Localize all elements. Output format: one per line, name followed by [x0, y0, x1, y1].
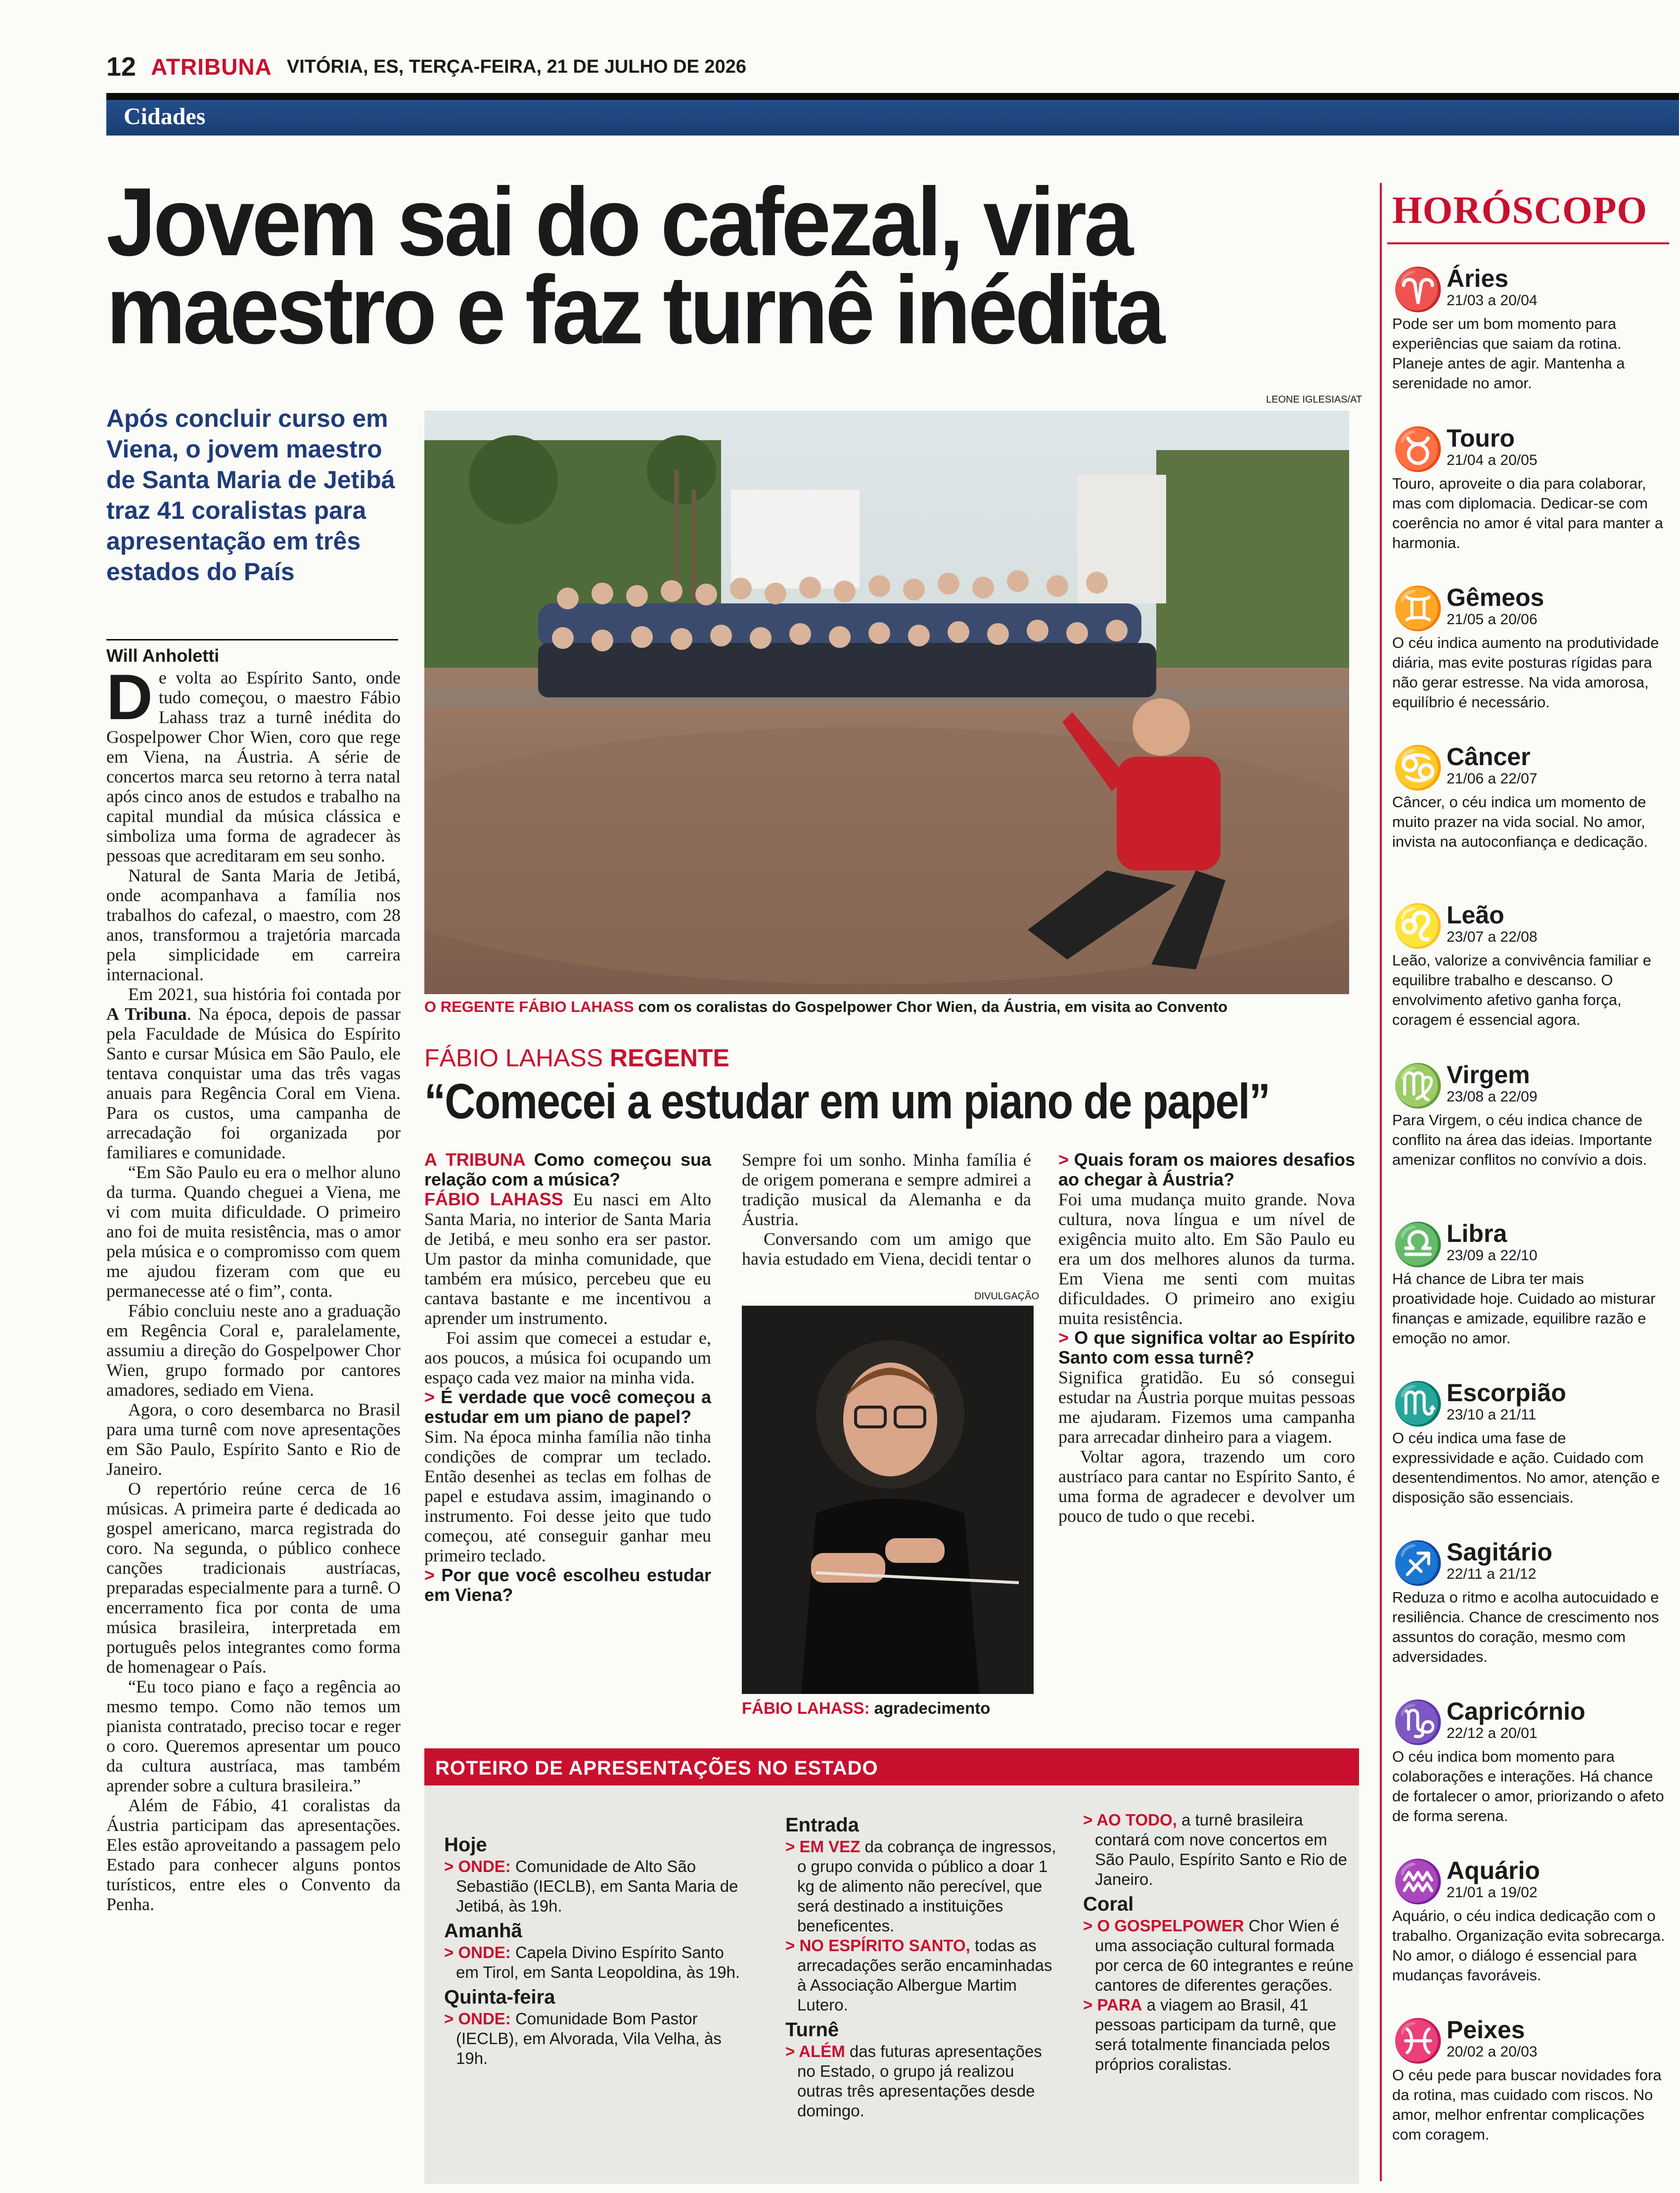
sign-text: Pode ser um bom momento para experiências que saiam da rotina. Planeje antes de agir. Mantenha a serenidade no amor. [1392, 315, 1625, 392]
aries-icon: ♈ [1392, 266, 1444, 313]
sign-text: O céu pede para buscar novidades fora da rotina, mas cuidado com riscos. No amor, melhor enfrentar complicações com coragem. [1392, 2066, 1662, 2143]
horoscope-sign [1392, 1538, 1667, 1667]
info-item: > PARA a viagem ao Brasil, 41 pessoas participam da turnê, que será totalmente financiada pelos próprios coralistas. [1083, 1996, 1336, 2073]
item-key: NO ESPÍRITO SANTO, [799, 1936, 970, 1955]
kicker-role: REGENTE [610, 1044, 729, 1072]
photo-caption [424, 998, 1354, 1016]
sign-text: O céu indica aumento na produtividade diária, mas evite posturas rígidas para não gerar estresse. Na vida amorosa, equilíbrio é necessário. [1392, 634, 1659, 711]
schedule-dates [444, 1830, 751, 2068]
item-text: Comunidade Bom Pastor (IECLB), em Alvorada, Vila Velha, às 19h. [456, 2010, 722, 2067]
item-key: PARA [1097, 1996, 1142, 2014]
arrow-icon: > [424, 1565, 435, 1585]
sign-text: Touro, aproveite o dia para colaborar, mas com diplomacia. Dedicar-se com coerência no amor é vital para manter a harmonia. [1392, 475, 1663, 551]
horoscope-sign [1392, 1697, 1667, 1826]
paragraph: “Em São Paulo eu era o melhor aluno da turma. Quando cheguei a Viena, me vi com muita dificuldade. O primeiro ano foi de muita resistência, mas o amor pela música e o compromisso com quem me ajudou fizeram com que eu permanecesse até o fim”, conta. [106, 1162, 401, 1301]
paragraph: Além de Fábio, 41 coralistas da Áustria participam das apresentações. Eles estão aproveitando a passagem pelo Estado para conhecer alguns pontos turísticos, entre eles o Convento da Penha. [106, 1795, 401, 1914]
info-item: > ALÉM das futuras apresentações no Estado, o grupo já realizou outras três apresentações desde domingo. [785, 2042, 1042, 2120]
date-heading: Amanhã [444, 1920, 522, 1942]
item-key: ONDE: [458, 1857, 511, 1875]
horoscope-sign [1392, 901, 1667, 1030]
item-key: ALÉM [799, 2042, 845, 2060]
caption-text: com os coralistas do Gospelpower Chor Wien, da Áustria, em visita ao Convento [634, 998, 1228, 1015]
answer [424, 1189, 711, 1328]
sign-text: Aquário, o céu indica dedicação com o trabalho. Organização evita sobrecarga. No amor, o diálogo é essencial para mudanças favoráveis. [1392, 1907, 1665, 1984]
conductor-photo-illustration [742, 1306, 1034, 1694]
paragraph [106, 984, 401, 1162]
question-text: Por que você escolheu estudar em Viena? [424, 1565, 711, 1605]
info-item: > EM VEZ da cobrança de ingressos, o grupo convida o público a doar 1 kg de alimento não perecível, que será destinado a instituições beneficentes. [785, 1837, 1056, 1935]
horoscope-sign [1392, 1061, 1667, 1170]
pisces-icon: ♓ [1392, 2017, 1444, 2064]
item-key: ONDE: [458, 2010, 511, 2028]
question-text: Quais foram os maiores desafios ao chegar à Áustria? [1058, 1149, 1355, 1189]
paragraph: Natural de Santa Maria de Jetibá, onde acompanhava a família nos trabalhos do cafezal, o maestro, com 28 anos, transformou a trajetória marcada pela simplicidade em carreira internacional. [106, 866, 401, 984]
sign-name: Áries [1447, 265, 1509, 292]
item-key: AO TODO, [1096, 1811, 1177, 1829]
sign-text: O céu indica bom momento para colaborações e interações. Há chance de fortalecer o amor, priorizando o afeto de forma serena. [1392, 1748, 1664, 1825]
newspaper-mention: A Tribuna [106, 1004, 187, 1024]
paragraph [106, 661, 401, 866]
choir-photo-illustration [424, 411, 1349, 994]
sign-text: O céu indica uma fase de expressividade e ação. Cuidado com desentendimentos. No amor, atenção e disposição são essenciais. [1392, 1429, 1660, 1506]
sign-name: Sagitário [1447, 1538, 1552, 1566]
sagittarius-icon: ♐ [1392, 1540, 1444, 1586]
sign-name: Leão [1447, 901, 1504, 929]
interviewer-label: A TRIBUNA [424, 1149, 525, 1170]
question [424, 1387, 711, 1427]
virgo-icon: ♍ [1392, 1062, 1444, 1109]
kicker-name: FÁBIO LAHASS [424, 1044, 610, 1072]
sign-dates: 23/10 a 21/11 [1447, 1407, 1537, 1423]
answer: Foi assim que comecei a estudar e, aos poucos, a música foi ocupando um espaço cada vez maior na minha vida. [424, 1328, 711, 1387]
sign-dates: 21/06 a 22/07 [1447, 771, 1538, 787]
sign-name: Capricórnio [1447, 1697, 1586, 1725]
item-text: da cobrança de ingressos, o grupo convida o público a doar 1 kg de alimento não perecível, que será destinado a instituições beneficentes. [797, 1837, 1056, 1935]
item-key: EM VEZ [799, 1837, 861, 1856]
arrow-icon: > [424, 1387, 435, 1407]
interview-column-2 [742, 1150, 1031, 1269]
date-heading: Quinta-feira [444, 1986, 555, 2008]
main-photo [424, 411, 1349, 994]
sign-dates: 23/09 a 22/10 [1447, 1247, 1538, 1264]
item-text: todas as arrecadações serão encaminhadas à Associação Albergue Martim Lutero. [797, 1936, 1052, 2014]
sign-dates: 23/07 a 22/08 [1447, 929, 1538, 945]
horoscope-sign [1392, 743, 1667, 852]
item-text: Chor Wien é uma associação cultural formada por cerca de 60 integrantes e reúne cantores de diferentes gerações. [1095, 1917, 1354, 1994]
libra-icon: ♎ [1392, 1221, 1444, 1268]
horoscope-rule [1387, 242, 1669, 244]
paragraph: “Eu toco piano e faço a regência ao mesmo tempo. Como não temos um pianista contratado, preciso tocar e reger o coro. Queremos apresentar um pouco da cultura austríaca, mas também aprender sobre a cultura brasileira.” [106, 1677, 401, 1795]
header-rule [106, 93, 1679, 100]
sign-dates: 23/08 a 22/09 [1447, 1089, 1538, 1105]
newspaper-brand: ATRIBUNA [151, 54, 272, 80]
info-heading: Turnê [785, 2019, 839, 2041]
paragraph-text: Em 2021, sua história foi contada por [128, 984, 401, 1004]
sign-dates: 21/03 a 20/04 [1447, 292, 1538, 309]
answer: Foi uma mudança muito grande. Nova cultura, nova língua e um nível de exigência muito alto. Em São Paulo eu era um dos melhores alunos da turma. Em Viena me senti com muitas dificuldades. O primeiro ano exigiu muita resistência. [1058, 1189, 1355, 1328]
sign-name: Touro [1447, 424, 1515, 452]
paragraph: Fábio concluiu neste ano a graduação em Regência Coral e, paralelamente, assumiu a direção do Gospelpower Chor Wien, grupo formado por cantores amadores, sediado em Viena. [106, 1301, 401, 1400]
schedule-title: ROTEIRO DE APRESENTAÇÕES NO ESTADO [435, 1757, 878, 1779]
date-heading: Hoje [444, 1834, 487, 1856]
interview-column-1 [424, 1150, 711, 1605]
info-item: > AO TODO, a turnê brasileira contará com nove concertos em São Paulo, Espírito Santo e Rio de Janeiro. [1083, 1811, 1347, 1888]
info-item: > O GOSPELPOWER Chor Wien é uma associação cultural formada por cerca de 60 integrantes e reúne cantores de diferentes gerações. [1083, 1917, 1354, 1994]
sign-dates: 21/04 a 20/05 [1447, 452, 1538, 468]
scorpio-icon: ♏ [1392, 1380, 1444, 1427]
schedule-info-2 [1083, 1810, 1355, 2074]
headline [106, 168, 1262, 364]
question [1058, 1150, 1355, 1189]
paragraph: O repertório reúne cerca de 16 músicas. A primeira parte é dedicada ao gospel americano, marca registrada do coro. Na segunda, o público conhece canções tradicionais austríacas, preparadas especialmente para a turnê. O encerramento fica por conta de uma música brasileira, interpretada em português pelos integrantes como forma de homenagear o País. [106, 1479, 401, 1677]
item-key: O GOSPELPOWER [1097, 1917, 1244, 1935]
question-text: Como começou sua relação com a música? [424, 1149, 711, 1189]
gemini-icon: ♊ [1392, 585, 1444, 632]
paragraph-text: e volta ao Espírito Santo, onde tudo começou, o maestro Fábio Lahass traz a turnê inédita do Gospelpower Chor Wien, coro que rege em Viena, na Áustria. A série de concertos marca seu retorno à terra natal após cinco anos de estudos e trabalho na capital mundial da música clássica e simboliza uma forma de agradecer às pessoas que acreditaram em seu sonho. [106, 668, 401, 866]
taurus-icon: ♉ [1392, 426, 1444, 472]
sign-dates: 22/11 a 21/12 [1447, 1566, 1537, 1582]
answer: Voltar agora, trazendo um coro austríaco para cantar no Espírito Santo, é uma forma de agradecer e devolver um pouco de tudo o que recebi. [1058, 1447, 1355, 1526]
page-header [106, 47, 1626, 87]
question-text: É verdade que você começou a estudar em um piano de papel? [424, 1387, 711, 1427]
schedule-info-1 [785, 1810, 1062, 2121]
answer: Sempre foi um sonho. Minha família é de origem pomerana e sempre admirei a tradição musical da Alemanha e da Áustria. [742, 1150, 1031, 1229]
interview-headline: “Comecei a estudar em um piano de papel” [424, 1074, 1270, 1129]
question [424, 1150, 711, 1189]
sign-name: Gêmeos [1447, 584, 1544, 611]
aquarius-icon: ♒ [1392, 1858, 1444, 1905]
dateline: VITÓRIA, ES, TERÇA-FEIRA, 21 DE JULHO DE 2026 [286, 56, 746, 77]
horoscope-sign [1392, 1220, 1667, 1348]
item-text: a viagem ao Brasil, 41 pessoas participam da turnê, que será totalmente financiada pelos próprios coralistas. [1095, 1996, 1336, 2073]
byline: Will Anholetti [106, 639, 398, 666]
answer: Sim. Na época minha família não tinha condições de comprar um teclado. Então desenhei as teclas em folhas de papel e estudava assim, imaginando o instrumento. Foi desse jeito que tudo começou, até conseguir ganhar meu primeiro teclado. [424, 1427, 711, 1565]
horoscope-sign [1392, 1379, 1667, 1508]
horoscope-sign [1392, 2016, 1667, 2145]
photo-credit: LEONE IGLESIAS/AT [1266, 394, 1362, 405]
cancer-icon: ♋ [1392, 744, 1444, 791]
sign-dates: 22/12 a 20/01 [1447, 1725, 1538, 1741]
question [1058, 1328, 1355, 1368]
horoscope-sign [1392, 584, 1667, 712]
page-number: 12 [106, 52, 136, 82]
horoscope-title: HORÓSCOPO [1392, 188, 1648, 231]
sign-name: Virgem [1447, 1061, 1530, 1089]
sign-text: Para Virgem, o céu indica chance de conflito na área das ideias. Importante amenizar conflitos no convívio a dois. [1392, 1111, 1652, 1168]
schedule-item: > ONDE: Capela Divino Espírito Santo em Tirol, em Santa Leopoldina, às 19h. [444, 1943, 740, 1981]
interview-column-3 [1058, 1150, 1355, 1526]
arrow-icon: > [1058, 1327, 1069, 1348]
sign-name: Libra [1447, 1220, 1507, 1247]
item-key: ONDE: [458, 1943, 511, 1962]
interview-kicker [424, 1044, 729, 1072]
schedule-item: > ONDE: Comunidade Bom Pastor (IECLB), em Alvorada, Vila Velha, às 19h. [444, 2010, 722, 2067]
sign-name: Aquário [1447, 1857, 1540, 1884]
capricorn-icon: ♑ [1392, 1699, 1444, 1745]
item-text: a turnê brasileira contará com nove concertos em São Paulo, Espírito Santo e Rio de Janeiro. [1095, 1811, 1347, 1888]
caption-text: agradecimento [869, 1699, 991, 1717]
photo-credit: DIVULGAÇÃO [974, 1291, 1040, 1302]
schedule-item: > ONDE: Comunidade de Alto São Sebastião (IECLB), em Santa Maria de Jetibá, às 19h. [444, 1857, 738, 1915]
section-label: Cidades [124, 103, 206, 130]
question [424, 1565, 711, 1605]
answer-text: Eu nasci em Alto Santa Maria, no interior de Santa Maria de Jetibá, e meu sonho era ser pastor. Um pastor da minha comunidade, que também era músico, percebeu que eu cantava bastante e me incentivou a aprender um instrumento. [424, 1189, 711, 1328]
info-heading: Coral [1083, 1893, 1134, 1915]
article-body [106, 661, 401, 1914]
sign-text: Reduza o ritmo e acolha autocuidado e resiliência. Chance de crescimento nos assuntos do coração, mesmo com adversidades. [1392, 1589, 1659, 1665]
horoscope-sign [1392, 1857, 1667, 1985]
item-text: Comunidade de Alto São Sebastião (IECLB), em Santa Maria de Jetibá, às 19h. [456, 1857, 738, 1915]
horoscope-sign [1392, 265, 1667, 393]
item-text: das futuras apresentações no Estado, o grupo já realizou outras três apresentações desde domingo. [797, 2042, 1042, 2120]
sign-dates: 21/05 a 20/06 [1447, 611, 1538, 628]
sign-dates: 20/02 a 20/03 [1447, 2044, 1538, 2060]
sign-name: Escorpião [1447, 1379, 1566, 1407]
arrow-icon: > [1058, 1149, 1069, 1170]
info-item: > NO ESPÍRITO SANTO, todas as arrecadações serão encaminhadas à Associação Albergue Martim Lutero. [785, 1936, 1052, 2014]
horoscope-sign [1392, 424, 1667, 553]
conductor-photo [742, 1306, 1034, 1694]
sign-dates: 21/01 a 19/02 [1447, 1884, 1538, 1901]
item-text: Capela Divino Espírito Santo em Tirol, em Santa Leopoldina, às 19h. [456, 1943, 740, 1981]
leo-icon: ♌ [1392, 903, 1444, 949]
photo-caption [742, 1699, 990, 1718]
paragraph-text: . Na época, depois de passar pela Faculdade de Música do Espírito Santo e cursar Música em São Paulo, ele tentava conquistar uma das três vagas anuais para Regência Coral em Viena. Para os custos, uma campanha de arrecadação foi organizada por familiares e comunidade. [106, 1004, 401, 1162]
drop-cap: D [106, 661, 153, 733]
article-deck: Após concluir curso em Viena, o jovem maestro de Santa Maria de Jetibá traz 41 coralistas para apresentação em três estados do País [106, 405, 395, 586]
sign-text: Câncer, o céu indica um momento de muito prazer na vida social. No amor, invista na autoconfiança e dedicação. [1392, 793, 1648, 850]
interviewee-label: FÁBIO LAHASS [424, 1189, 563, 1209]
answer: Significa gratidão. Eu só consegui estudar na Áustria porque muitas pessoas me ajudaram. Fizemos uma campanha para arrecadar dinheiro para a viagem. [1058, 1368, 1355, 1447]
caption-lead: FÁBIO LAHASS: [742, 1699, 870, 1717]
headline-line-1: Jovem sai do cafezal, vira [106, 168, 1131, 276]
sign-name: Peixes [1447, 2016, 1525, 2044]
section-bar [106, 100, 1679, 136]
sign-name: Câncer [1447, 743, 1531, 771]
paragraph: Agora, o coro desembarca no Brasil para uma turnê com nove apresentações em São Paulo, Espírito Santo e Rio de Janeiro. [106, 1400, 401, 1479]
answer: Conversando com um amigo que havia estudado em Viena, decidi tentar o [742, 1229, 1031, 1269]
headline-line-2: maestro e faz turnê inédita [106, 256, 1163, 364]
sign-text: Leão, valorize a convivência familiar e equilibre trabalho e descanso. O envolvimento afetivo ganha força, coragem é essencial agora. [1392, 952, 1651, 1028]
caption-lead: O REGENTE FÁBIO LAHASS [424, 998, 634, 1015]
sign-text: Há chance de Libra ter mais proatividade hoje. Cuidado ao misturar finanças e amizade, equilibre razão e emoção no amor. [1392, 1270, 1656, 1347]
info-heading: Entrada [785, 1814, 859, 1836]
question-text: O que significa voltar ao Espírito Santo com essa turnê? [1058, 1327, 1355, 1368]
